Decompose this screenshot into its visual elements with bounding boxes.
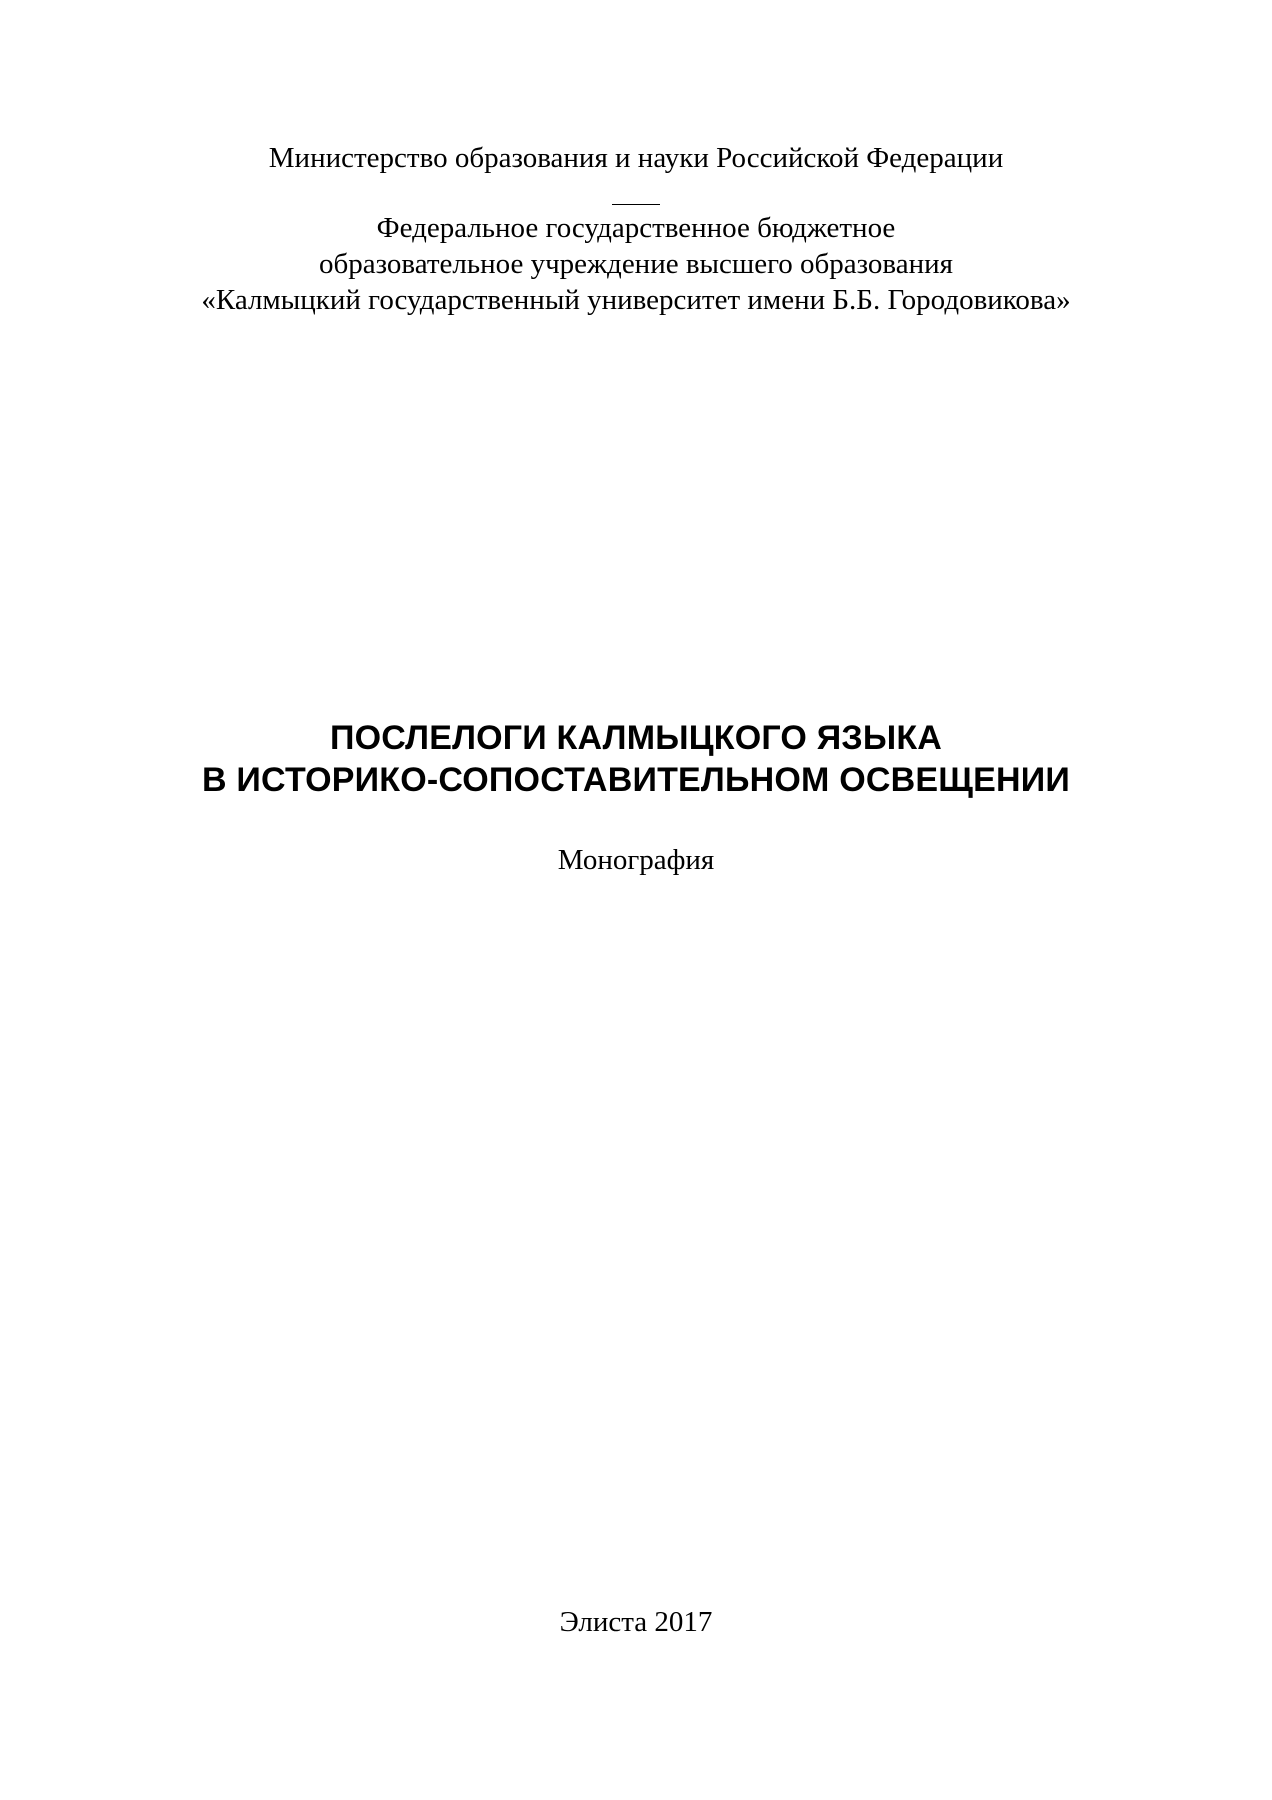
institution-line-2: образовательное учреждение высшего образования: [318, 248, 953, 280]
institution-line-1: Федеральное государственное бюджетное: [376, 212, 896, 244]
institution-line-3: «Калмыцкий государственный университет имени Б.Б. Городовикова»: [201, 284, 1071, 316]
place-and-year: Элиста 2017: [559, 1606, 713, 1638]
header-separator: [612, 204, 660, 205]
book-title-line-1: ПОСЛЕЛОГИ КАЛМЫЦКОГО ЯЗЫКА: [329, 719, 943, 757]
book-genre: Монография: [557, 844, 715, 876]
book-title-line-2: В ИСТОРИКО-СОПОСТАВИТЕЛЬНОМ ОСВЕЩЕНИИ: [202, 761, 1070, 799]
ministry-line: Министерство образования и науки Российской Федерации: [268, 142, 1004, 174]
